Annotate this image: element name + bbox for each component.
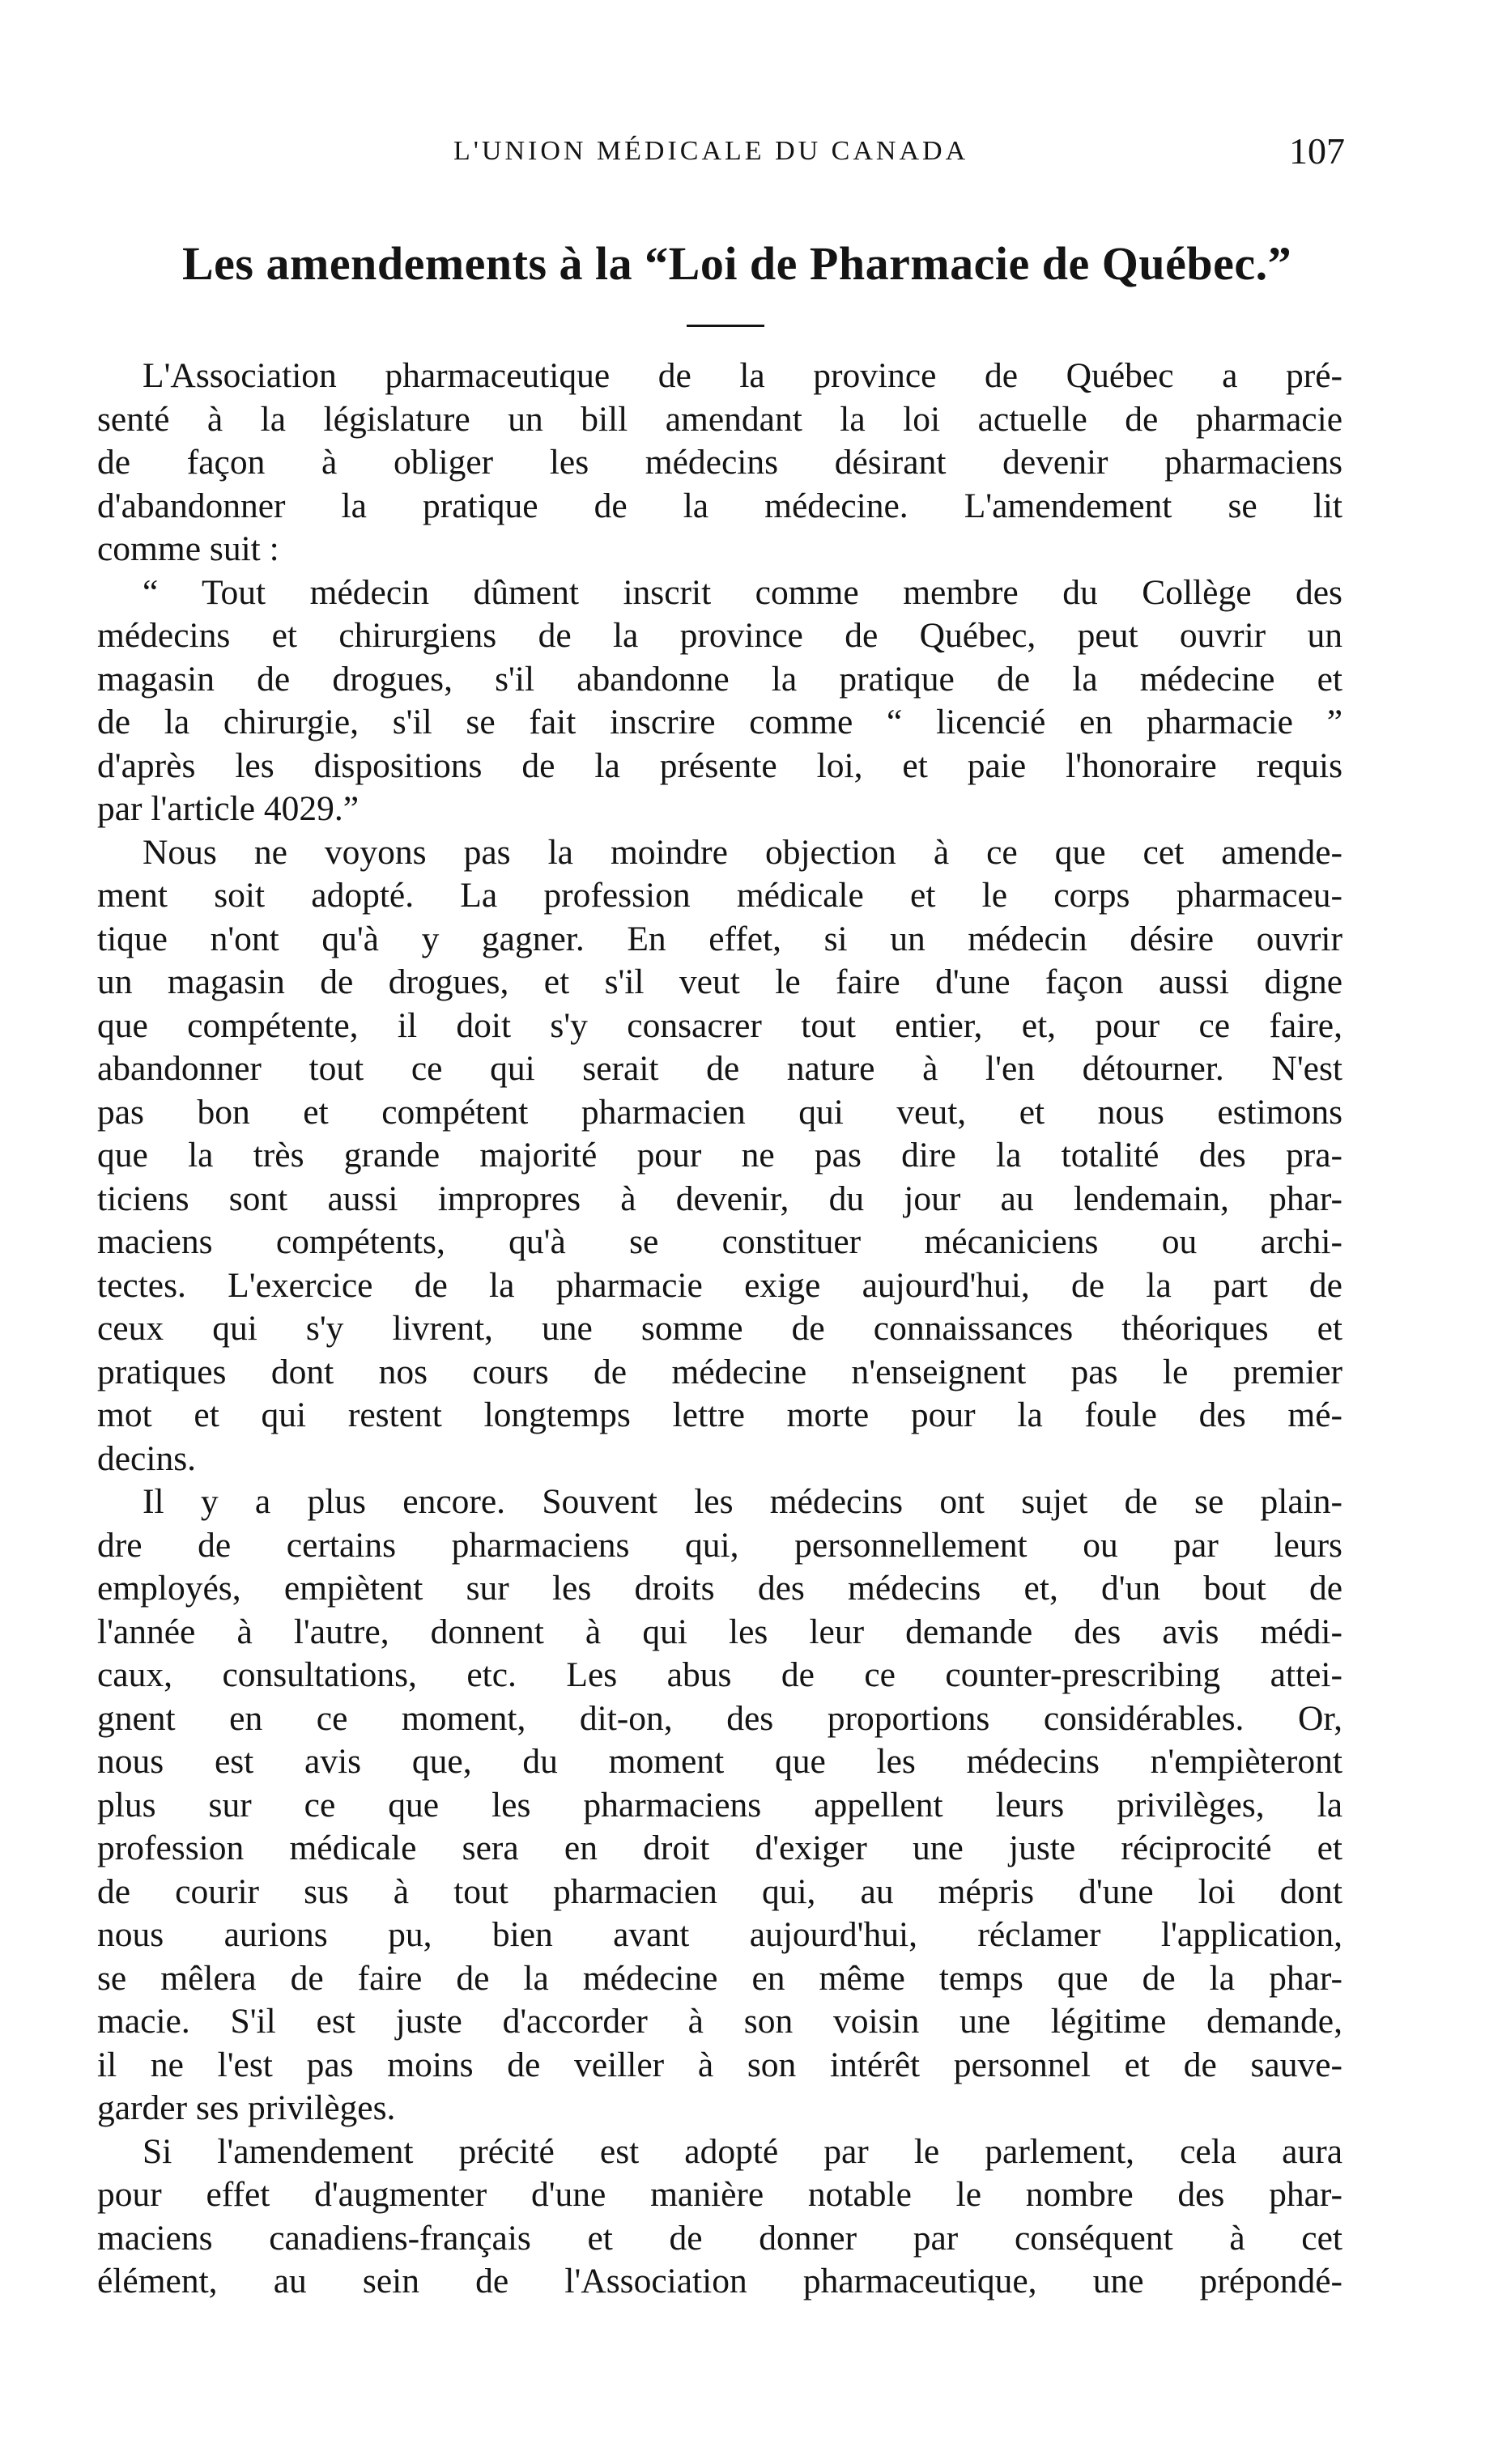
article-title: Les amendements à la “Loi de Pharmacie de Québec.” [182, 237, 1292, 290]
text-line: macie. S'il est juste d'accorder à son voisin une légitime demande, [97, 2002, 1342, 2041]
text-line: decins. [97, 1438, 197, 1478]
text-line: L'Association pharmaceutique de la province de Québec a pré- [143, 356, 1342, 395]
text-line: élément, au sein de l'Association pharmaceutique, une prépondé- [97, 2262, 1342, 2300]
text-line: plus sur ce que les pharmaciens appellent leurs privilèges, la [97, 1785, 1342, 1825]
text-line: tique n'ont qu'à y gagner. En effet, si un médecin désire ouvrir [97, 919, 1342, 958]
text-line: que compétente, il doit s'y consacrer tout entier, et, pour ce faire, [97, 1005, 1342, 1045]
text-line: Si l'amendement précité est adopté par le parlement, cela aura [143, 2131, 1342, 2171]
text-line: abandonner tout ce qui serait de nature à l'en détourner. N'est [97, 1049, 1342, 1088]
text-line: “ Tout médecin dûment inscrit comme membre du Collège des [143, 572, 1342, 612]
text-line: ceux qui s'y livrent, une somme de connaissances théoriques et [97, 1309, 1342, 1348]
text-line: mot et qui restent longtemps lettre morte pour la foule des mé- [97, 1396, 1342, 1434]
text-line: Nous ne voyons pas la moindre objection à ce que cet amende- [143, 832, 1342, 872]
text-line: dre de certains pharmaciens qui, personnellement ou par leurs [97, 1525, 1342, 1565]
text-line: employés, empiètent sur les droits des médecins et, d'un bout de [97, 1569, 1342, 1608]
title-rule [687, 325, 764, 327]
text-line: pratiques dont nos cours de médecine n'enseignent pas le premier [97, 1352, 1342, 1391]
text-line: maciens canadiens-français et de donner par conséquent à cet [97, 2218, 1342, 2258]
text-line: médecins et chirurgiens de la province de Québec, peut ouvrir un [97, 616, 1342, 655]
text-line: ment soit adopté. La profession médicale et le corps pharmaceu- [97, 876, 1342, 915]
text-line: maciens compétents, qu'à se constituer mécaniciens ou archi- [97, 1222, 1342, 1261]
text-line: caux, consultations, etc. Les abus de ce counter-prescribing attei- [97, 1655, 1342, 1694]
text-line: comme suit : [97, 529, 279, 568]
text-line: de la chirurgie, s'il se fait inscrire comme “ licencié en pharmacie ” [97, 703, 1342, 741]
running-title: L'UNION MÉDICALE DU CANADA [453, 136, 969, 166]
text-line: l'année à l'autre, donnent à qui les leur demande des avis médi- [97, 1612, 1342, 1651]
text-line: pas bon et compétent pharmacien qui veut, et nous estimons [97, 1092, 1342, 1132]
text-line: un magasin de drogues, et s'il veut le faire d'une façon aussi digne [97, 962, 1342, 1001]
text-line: magasin de drogues, s'il abandonne la pratique de la médecine et [97, 659, 1342, 699]
text-line: par l'article 4029.” [97, 789, 360, 828]
text-line: senté à la législature un bill amendant la loi actuelle de pharmacie [97, 399, 1342, 439]
text-line: nous est avis que, du moment que les médecins n'empièteront [97, 1742, 1342, 1781]
text-line: garder ses privilèges. [97, 2088, 396, 2127]
text-line: pour effet d'augmenter d'une manière notable le nombre des phar- [97, 2175, 1342, 2214]
text-line: tectes. L'exercice de la pharmacie exige aujourd'hui, de la part de [97, 1265, 1342, 1305]
text-line: se mêlera de faire de la médecine en même temps que de la phar- [97, 1958, 1342, 1998]
text-line: de façon à obliger les médecins désirant devenir pharmaciens [97, 443, 1342, 482]
text-line: Il y a plus encore. Souvent les médecins ont sujet de se plain- [143, 1482, 1342, 1521]
text-line: ticiens sont aussi impropres à devenir, du jour au lendemain, phar- [97, 1179, 1342, 1218]
page-number: 107 [1289, 130, 1345, 172]
text-line: il ne l'est pas moins de veiller à son intérêt personnel et de sauve- [97, 2045, 1342, 2084]
text-line: d'abandonner la pratique de la médecine. L'amendement se lit [97, 486, 1342, 525]
text-line: gnent en ce moment, dit-on, des proportions considérables. Or, [97, 1698, 1342, 1738]
text-line: de courir sus à tout pharmacien qui, au mépris d'une loi dont [97, 1871, 1342, 1911]
text-line: que la très grande majorité pour ne pas dire la totalité des pra- [97, 1136, 1342, 1175]
text-line: d'après les dispositions de la présente loi, et paie l'honoraire requis [97, 746, 1342, 785]
text-line: profession médicale sera en droit d'exiger une juste réciprocité et [97, 1829, 1342, 1867]
article-body [97, 355, 1342, 2304]
text-line: nous aurions pu, bien avant aujourd'hui, réclamer l'application, [97, 1915, 1342, 1954]
